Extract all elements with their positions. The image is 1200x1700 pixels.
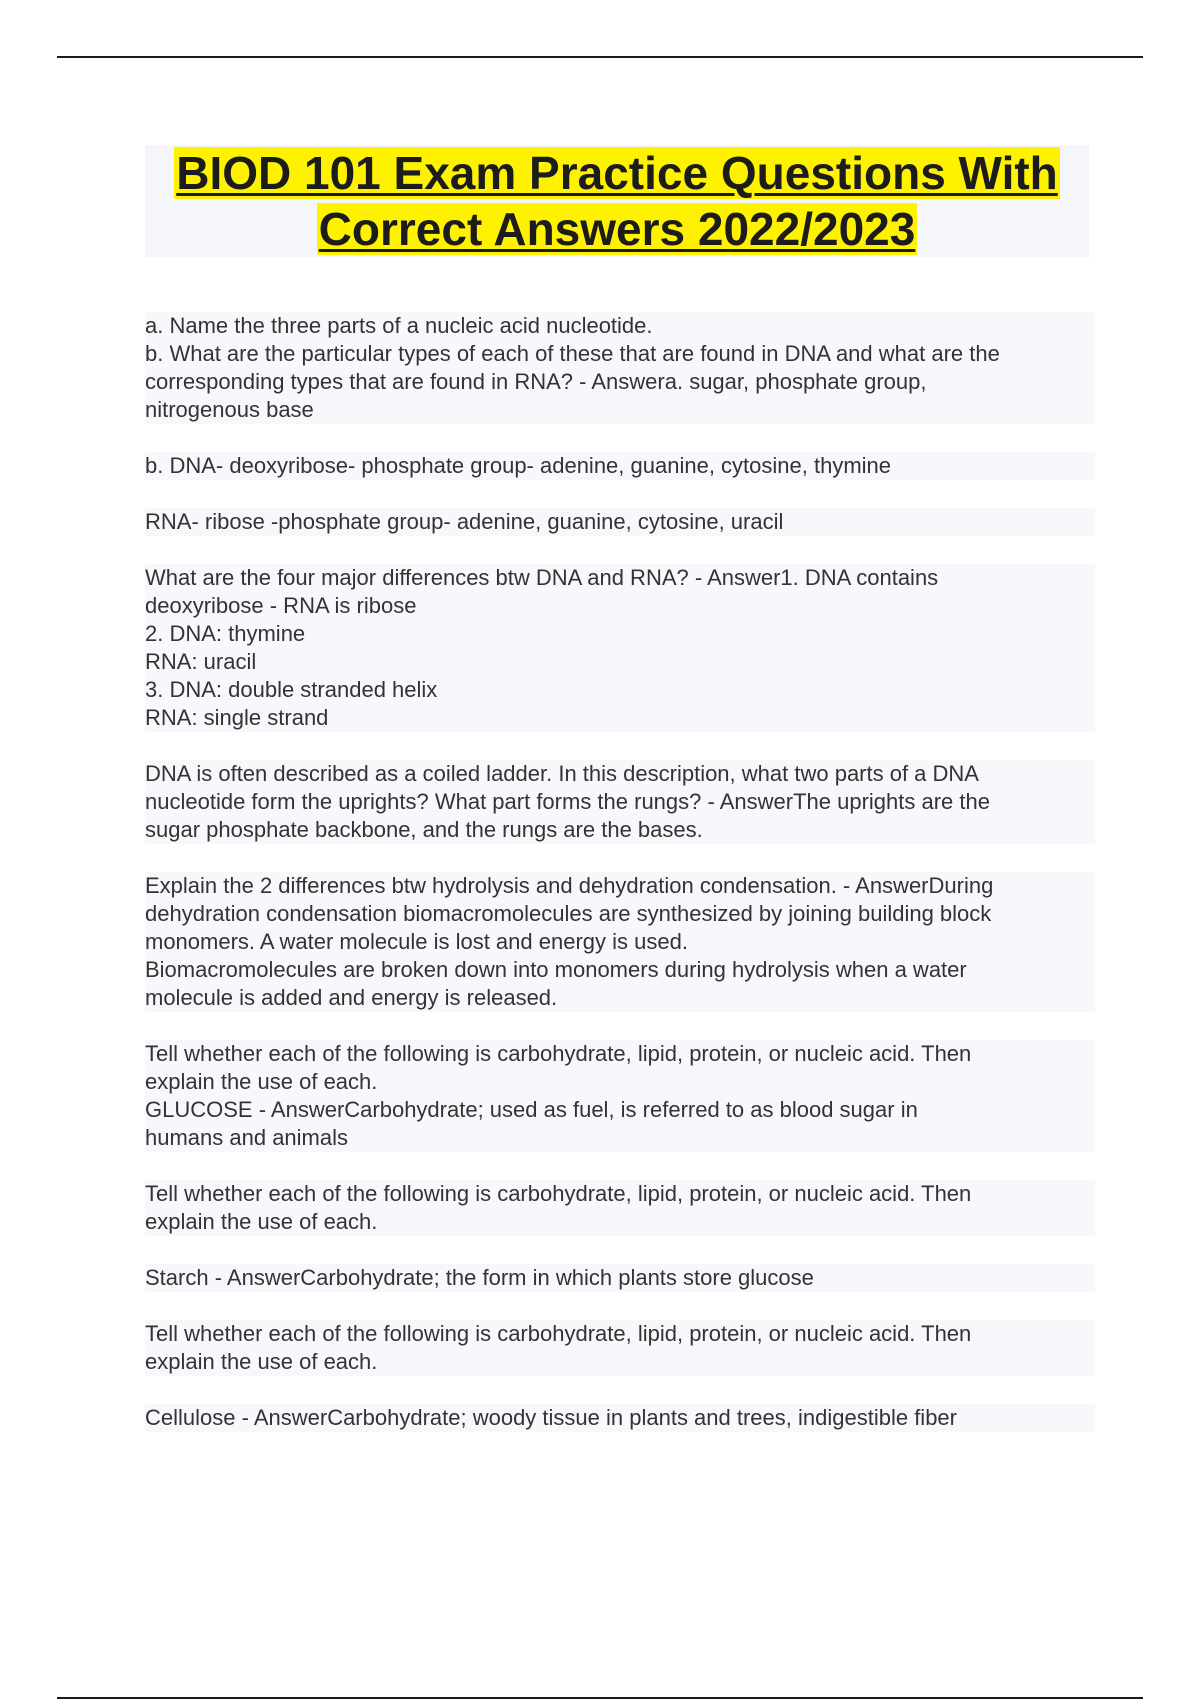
text-line: explain the use of each. (145, 1069, 378, 1094)
top-rule (57, 56, 1143, 58)
qa-paragraph (145, 1180, 1095, 1236)
text-line: explain the use of each. (145, 1349, 378, 1374)
text-line: 3. DNA: double stranded helix (145, 677, 438, 702)
text-line: humans and animals (145, 1125, 349, 1150)
document-body (145, 312, 1095, 1460)
text-line: Tell whether each of the following is carbohydrate, lipid, protein, or nucleic acid. Then (145, 1041, 972, 1066)
text-line: RNA: single strand (145, 705, 329, 730)
qa-paragraph (145, 1404, 1095, 1432)
bottom-rule (57, 1697, 1143, 1699)
text-line: dehydration condensation biomacromolecules are synthesized by joining building block (145, 901, 992, 926)
title-line-2: Correct Answers 2022/2023 (318, 203, 916, 255)
text-line: monomers. A water molecule is lost and energy is used. (145, 929, 688, 954)
qa-paragraph (145, 508, 1095, 536)
text-line: corresponding types that are found in RNA? - Answera. sugar, phosphate group, (145, 369, 927, 394)
qa-paragraph (145, 1320, 1095, 1376)
text-line: Starch - AnswerCarbohydrate; the form in which plants store glucose (145, 1265, 814, 1290)
qa-paragraph (145, 1040, 1095, 1152)
qa-paragraph (145, 452, 1095, 480)
text-line: Tell whether each of the following is carbohydrate, lipid, protein, or nucleic acid. Then (145, 1321, 972, 1346)
text-line: nitrogenous base (145, 397, 314, 422)
text-line: Cellulose - AnswerCarbohydrate; woody tissue in plants and trees, indigestible fiber (145, 1405, 957, 1430)
qa-paragraph (145, 1264, 1095, 1292)
qa-paragraph (145, 760, 1095, 844)
text-line: b. DNA- deoxyribose- phosphate group- adenine, guanine, cytosine, thymine (145, 453, 892, 478)
text-line: b. What are the particular types of each of these that are found in DNA and what are the (145, 341, 1000, 366)
text-line: 2. DNA: thymine (145, 621, 306, 646)
qa-paragraph (145, 564, 1095, 732)
text-line: Tell whether each of the following is carbohydrate, lipid, protein, or nucleic acid. Then (145, 1181, 972, 1206)
text-line: Biomacromolecules are broken down into monomers during hydrolysis when a water (145, 957, 967, 982)
text-line: a. Name the three parts of a nucleic acid nucleotide. (145, 313, 653, 338)
title-line-1: BIOD 101 Exam Practice Questions With (176, 147, 1058, 199)
text-line: molecule is added and energy is released. (145, 985, 558, 1010)
text-line: Explain the 2 differences btw hydrolysis and dehydration condensation. - AnswerDuring (145, 873, 994, 898)
text-line: GLUCOSE - AnswerCarbohydrate; used as fuel, is referred to as blood sugar in (145, 1097, 918, 1122)
text-line: sugar phosphate backbone, and the rungs are the bases. (145, 817, 703, 842)
text-line: nucleotide form the uprights? What part forms the rungs? - AnswerThe uprights are the (145, 789, 990, 814)
text-line: deoxyribose - RNA is ribose (145, 593, 417, 618)
document-title (145, 145, 1089, 257)
text-line: RNA- ribose -phosphate group- adenine, guanine, cytosine, uracil (145, 509, 784, 534)
text-line: RNA: uracil (145, 649, 257, 674)
text-line: DNA is often described as a coiled ladder. In this description, what two parts of a DNA (145, 761, 979, 786)
qa-paragraph (145, 312, 1095, 424)
qa-paragraph (145, 872, 1095, 1012)
text-line: What are the four major differences btw DNA and RNA? - Answer1. DNA contains (145, 565, 939, 590)
text-line: explain the use of each. (145, 1209, 378, 1234)
